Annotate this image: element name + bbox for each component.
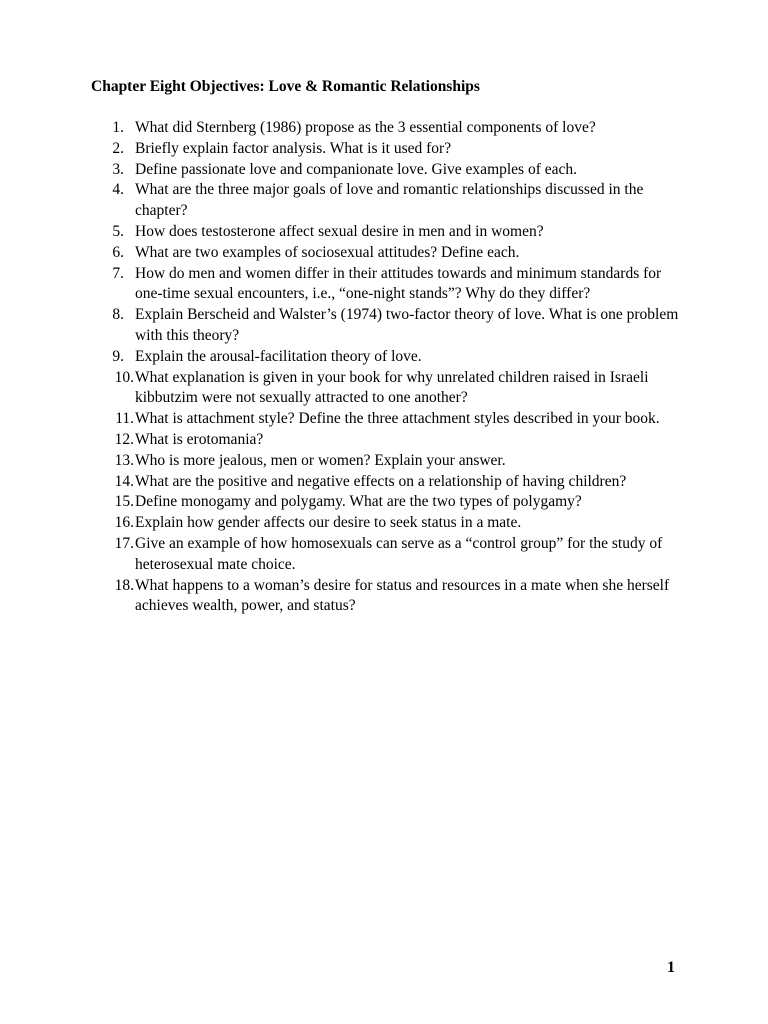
item-number: 6.: [112, 243, 124, 261]
item-text: Briefly explain factor analysis. What is it used for?: [135, 139, 452, 157]
list-item: [91, 534, 691, 576]
list-item: [91, 513, 691, 534]
item-text: What are the positive and negative effects on a relationship of having children?: [135, 472, 627, 490]
item-number: 14.: [114, 472, 134, 490]
item-text: How do men and women differ in their attitudes towards and minimum standards for one-time sexual encounters, i.e., “one-night stands”? Why do they differ?: [135, 264, 662, 303]
list-item: [91, 430, 691, 451]
item-number: 11.: [115, 410, 134, 428]
page-title: Chapter Eight Objectives: Love & Romantic Relationships: [91, 78, 480, 95]
item-number: 5.: [112, 222, 124, 240]
list-item: [91, 492, 691, 513]
item-text: Explain the arousal-facilitation theory of love.: [135, 347, 422, 365]
item-number: 3.: [112, 160, 124, 178]
list-item: [91, 305, 691, 347]
list-item: [91, 118, 691, 139]
list-item: [91, 222, 691, 243]
item-number: 1.: [112, 119, 124, 136]
item-number: 2.: [112, 139, 124, 157]
item-number: 8.: [112, 306, 124, 324]
item-text: Define monogamy and polygamy. What are the two types of polygamy?: [135, 493, 582, 511]
item-text: Define passionate love and companionate love. Give examples of each.: [135, 160, 578, 178]
list-item: [91, 472, 691, 493]
item-number: 10.: [114, 368, 134, 386]
list-item: [91, 368, 691, 410]
item-number: 12.: [114, 430, 134, 448]
item-text: What is erotomania?: [135, 430, 264, 448]
item-text: Who is more jealous, men or women? Explain your answer.: [135, 451, 506, 469]
list-item: [91, 576, 691, 618]
item-text: What explanation is given in your book for why unrelated children raised in Israeli kibbutzim were not sexually attracted to one another?: [135, 368, 649, 407]
list-item: [91, 264, 691, 306]
item-text: What happens to a woman’s desire for status and resources in a mate when she herself achieves wealth, power, and status?: [135, 576, 670, 615]
list-item: [91, 409, 691, 430]
list-item: [91, 451, 691, 472]
list-item: [91, 180, 691, 222]
list-item: [91, 243, 691, 264]
item-text: What are the three major goals of love and romantic relationships discussed in the chapter?: [135, 181, 644, 220]
item-text: Explain Berscheid and Walster’s (1974) two-factor theory of love. What is one problem with this theory?: [135, 306, 679, 344]
objectives-list: [91, 118, 691, 617]
item-text: What did Sternberg (1986) propose as the 3 essential components of love?: [135, 119, 596, 136]
item-text: Explain how gender affects our desire to seek status in a mate.: [135, 514, 522, 532]
item-number: 7.: [112, 264, 124, 282]
item-number: 4.: [112, 181, 124, 199]
item-text: What is attachment style? Define the three attachment styles described in your book.: [135, 410, 660, 428]
list-item: [91, 139, 691, 160]
item-number: 9.: [112, 347, 124, 365]
item-text: What are two examples of sociosexual attitudes? Define each.: [135, 243, 520, 261]
item-number: 18.: [114, 576, 134, 594]
item-number: 16.: [114, 514, 134, 532]
page-number: 1: [667, 959, 675, 976]
item-number: 17.: [114, 534, 134, 552]
list-item: [91, 347, 691, 368]
item-text: How does testosterone affect sexual desire in men and in women?: [135, 222, 544, 240]
list-item: [91, 160, 691, 181]
item-number: 15.: [114, 493, 134, 511]
item-text: Give an example of how homosexuals can serve as a “control group” for the study of heterosexual mate choice.: [135, 534, 663, 573]
item-number: 13.: [114, 451, 134, 469]
